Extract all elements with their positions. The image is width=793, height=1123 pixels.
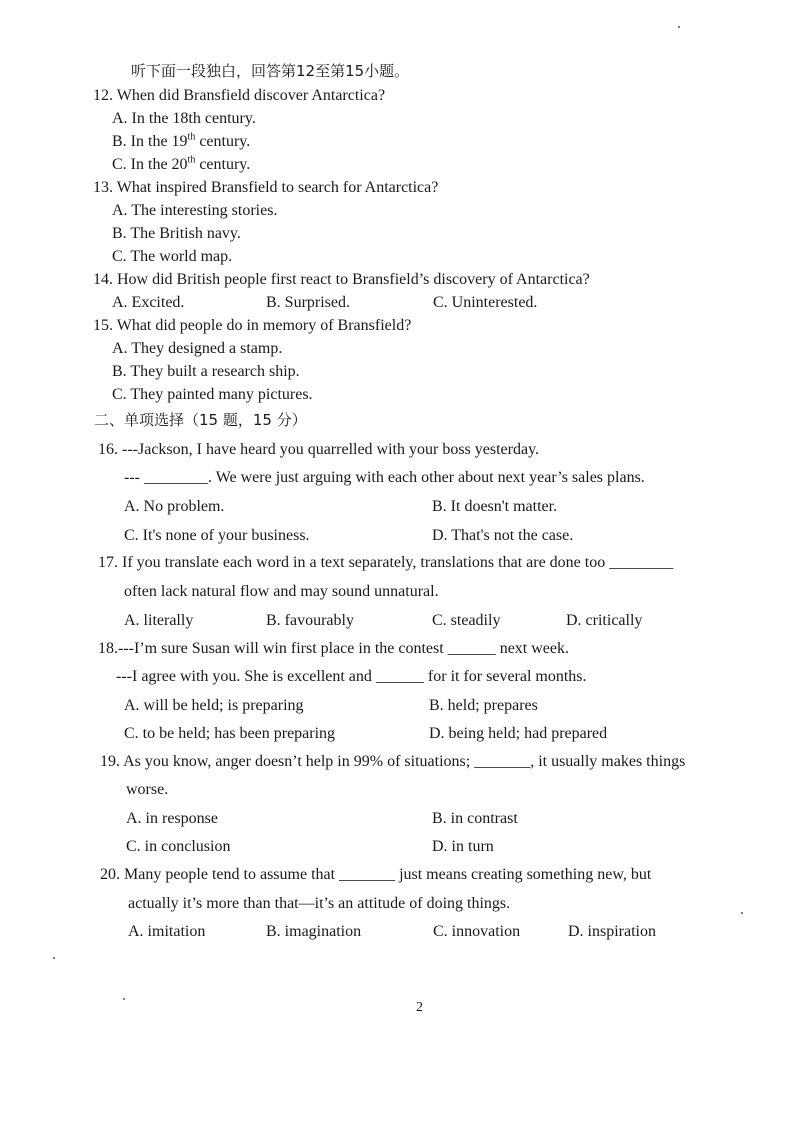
question-18-line-1: 18.---I’m sure Susan will win first place in the contest ______ next week. xyxy=(98,640,569,657)
question-17-option-b: B. favourably xyxy=(266,612,354,629)
question-19-option-b: B. in contrast xyxy=(432,810,518,827)
question-14-stem: 14. How did British people first react to Bransfield’s discovery of Antarctica? xyxy=(93,271,590,288)
question-16-line-1: 16. ---Jackson, I have heard you quarrelled with your boss yesterday. xyxy=(98,441,540,458)
question-13-option-a: A. The interesting stories. xyxy=(112,202,278,219)
question-17-option-c: C. steadily xyxy=(432,612,501,629)
question-19-option-a: A. in response xyxy=(126,810,218,827)
question-17-option-d: D. critically xyxy=(566,612,643,629)
question-16-option-a: A. No problem. xyxy=(124,498,225,515)
question-15-stem: 15. What did people do in memory of Bransfield? xyxy=(93,317,412,334)
question-14-option-c: C. Uninterested. xyxy=(433,294,538,311)
question-16-option-d: D. That's not the case. xyxy=(432,527,574,544)
scan-speck xyxy=(741,912,743,914)
question-19-option-c: C. in conclusion xyxy=(126,838,231,855)
question-16-option-c: C. It's none of your business. xyxy=(124,527,310,544)
listening-section-instruction: 听下面一段独白，回答第12至第15小题。 xyxy=(131,62,410,80)
question-16-option-b: B. It doesn't matter. xyxy=(432,498,558,515)
question-13-option-c: C. The world map. xyxy=(112,248,233,265)
question-17-option-a: A. literally xyxy=(124,612,194,629)
question-15-option-a: A. They designed a stamp. xyxy=(112,340,283,357)
question-16-line-2: --- ________. We were just arguing with each other about next year’s sales plans. xyxy=(124,469,645,486)
scan-speck xyxy=(123,998,125,1000)
question-12-option-a: A. In the 18th century. xyxy=(112,110,256,127)
question-15-option-b: B. They built a research ship. xyxy=(112,363,300,380)
page-number: 2 xyxy=(416,1000,423,1015)
question-12-stem: 12. When did Bransfield discover Antarctica? xyxy=(93,87,386,104)
scan-speck xyxy=(53,957,55,959)
question-17-line-1: 17. If you translate each word in a text separately, translations that are done too ________ xyxy=(98,554,674,571)
question-20-line-1: 20. Many people tend to assume that _______ just means creating something new, but xyxy=(100,866,652,883)
question-15-option-c: C. They painted many pictures. xyxy=(112,386,313,403)
question-14-option-b: B. Surprised. xyxy=(266,294,350,311)
question-13-option-b: B. The British navy. xyxy=(112,225,241,242)
question-19-option-d: D. in turn xyxy=(432,838,494,855)
question-20-option-c: C. innovation xyxy=(433,923,521,940)
question-18-option-b: B. held; prepares xyxy=(429,697,538,714)
question-14-option-a: A. Excited. xyxy=(112,294,185,311)
question-20-option-b: B. imagination xyxy=(266,923,362,940)
question-12-option-c: C. In the 20th century. xyxy=(112,154,251,173)
question-18-option-d: D. being held; had prepared xyxy=(429,725,608,742)
question-18-line-2: ---I agree with you. She is excellent and ______ for it for several months. xyxy=(116,668,587,685)
question-20-line-2: actually it’s more than that—it’s an attitude of doing things. xyxy=(128,895,511,912)
question-19-line-2: worse. xyxy=(126,781,169,798)
question-17-line-2: often lack natural flow and may sound unnatural. xyxy=(124,583,439,600)
question-13-stem: 13. What inspired Bransfield to search for Antarctica? xyxy=(93,179,439,196)
question-18-option-a: A. will be held; is preparing xyxy=(124,697,304,714)
question-19-line-1: 19. As you know, anger doesn’t help in 99% of situations; _______, it usually makes things xyxy=(100,753,686,770)
scan-speck xyxy=(678,26,680,28)
question-20-option-d: D. inspiration xyxy=(568,923,656,940)
question-12-option-b: B. In the 19th century. xyxy=(112,131,251,150)
question-20-option-a: A. imitation xyxy=(128,923,206,940)
question-18-option-c: C. to be held; has been preparing xyxy=(124,725,336,742)
single-choice-section-heading: 二、单项选择（15 题，15 分） xyxy=(94,411,307,429)
